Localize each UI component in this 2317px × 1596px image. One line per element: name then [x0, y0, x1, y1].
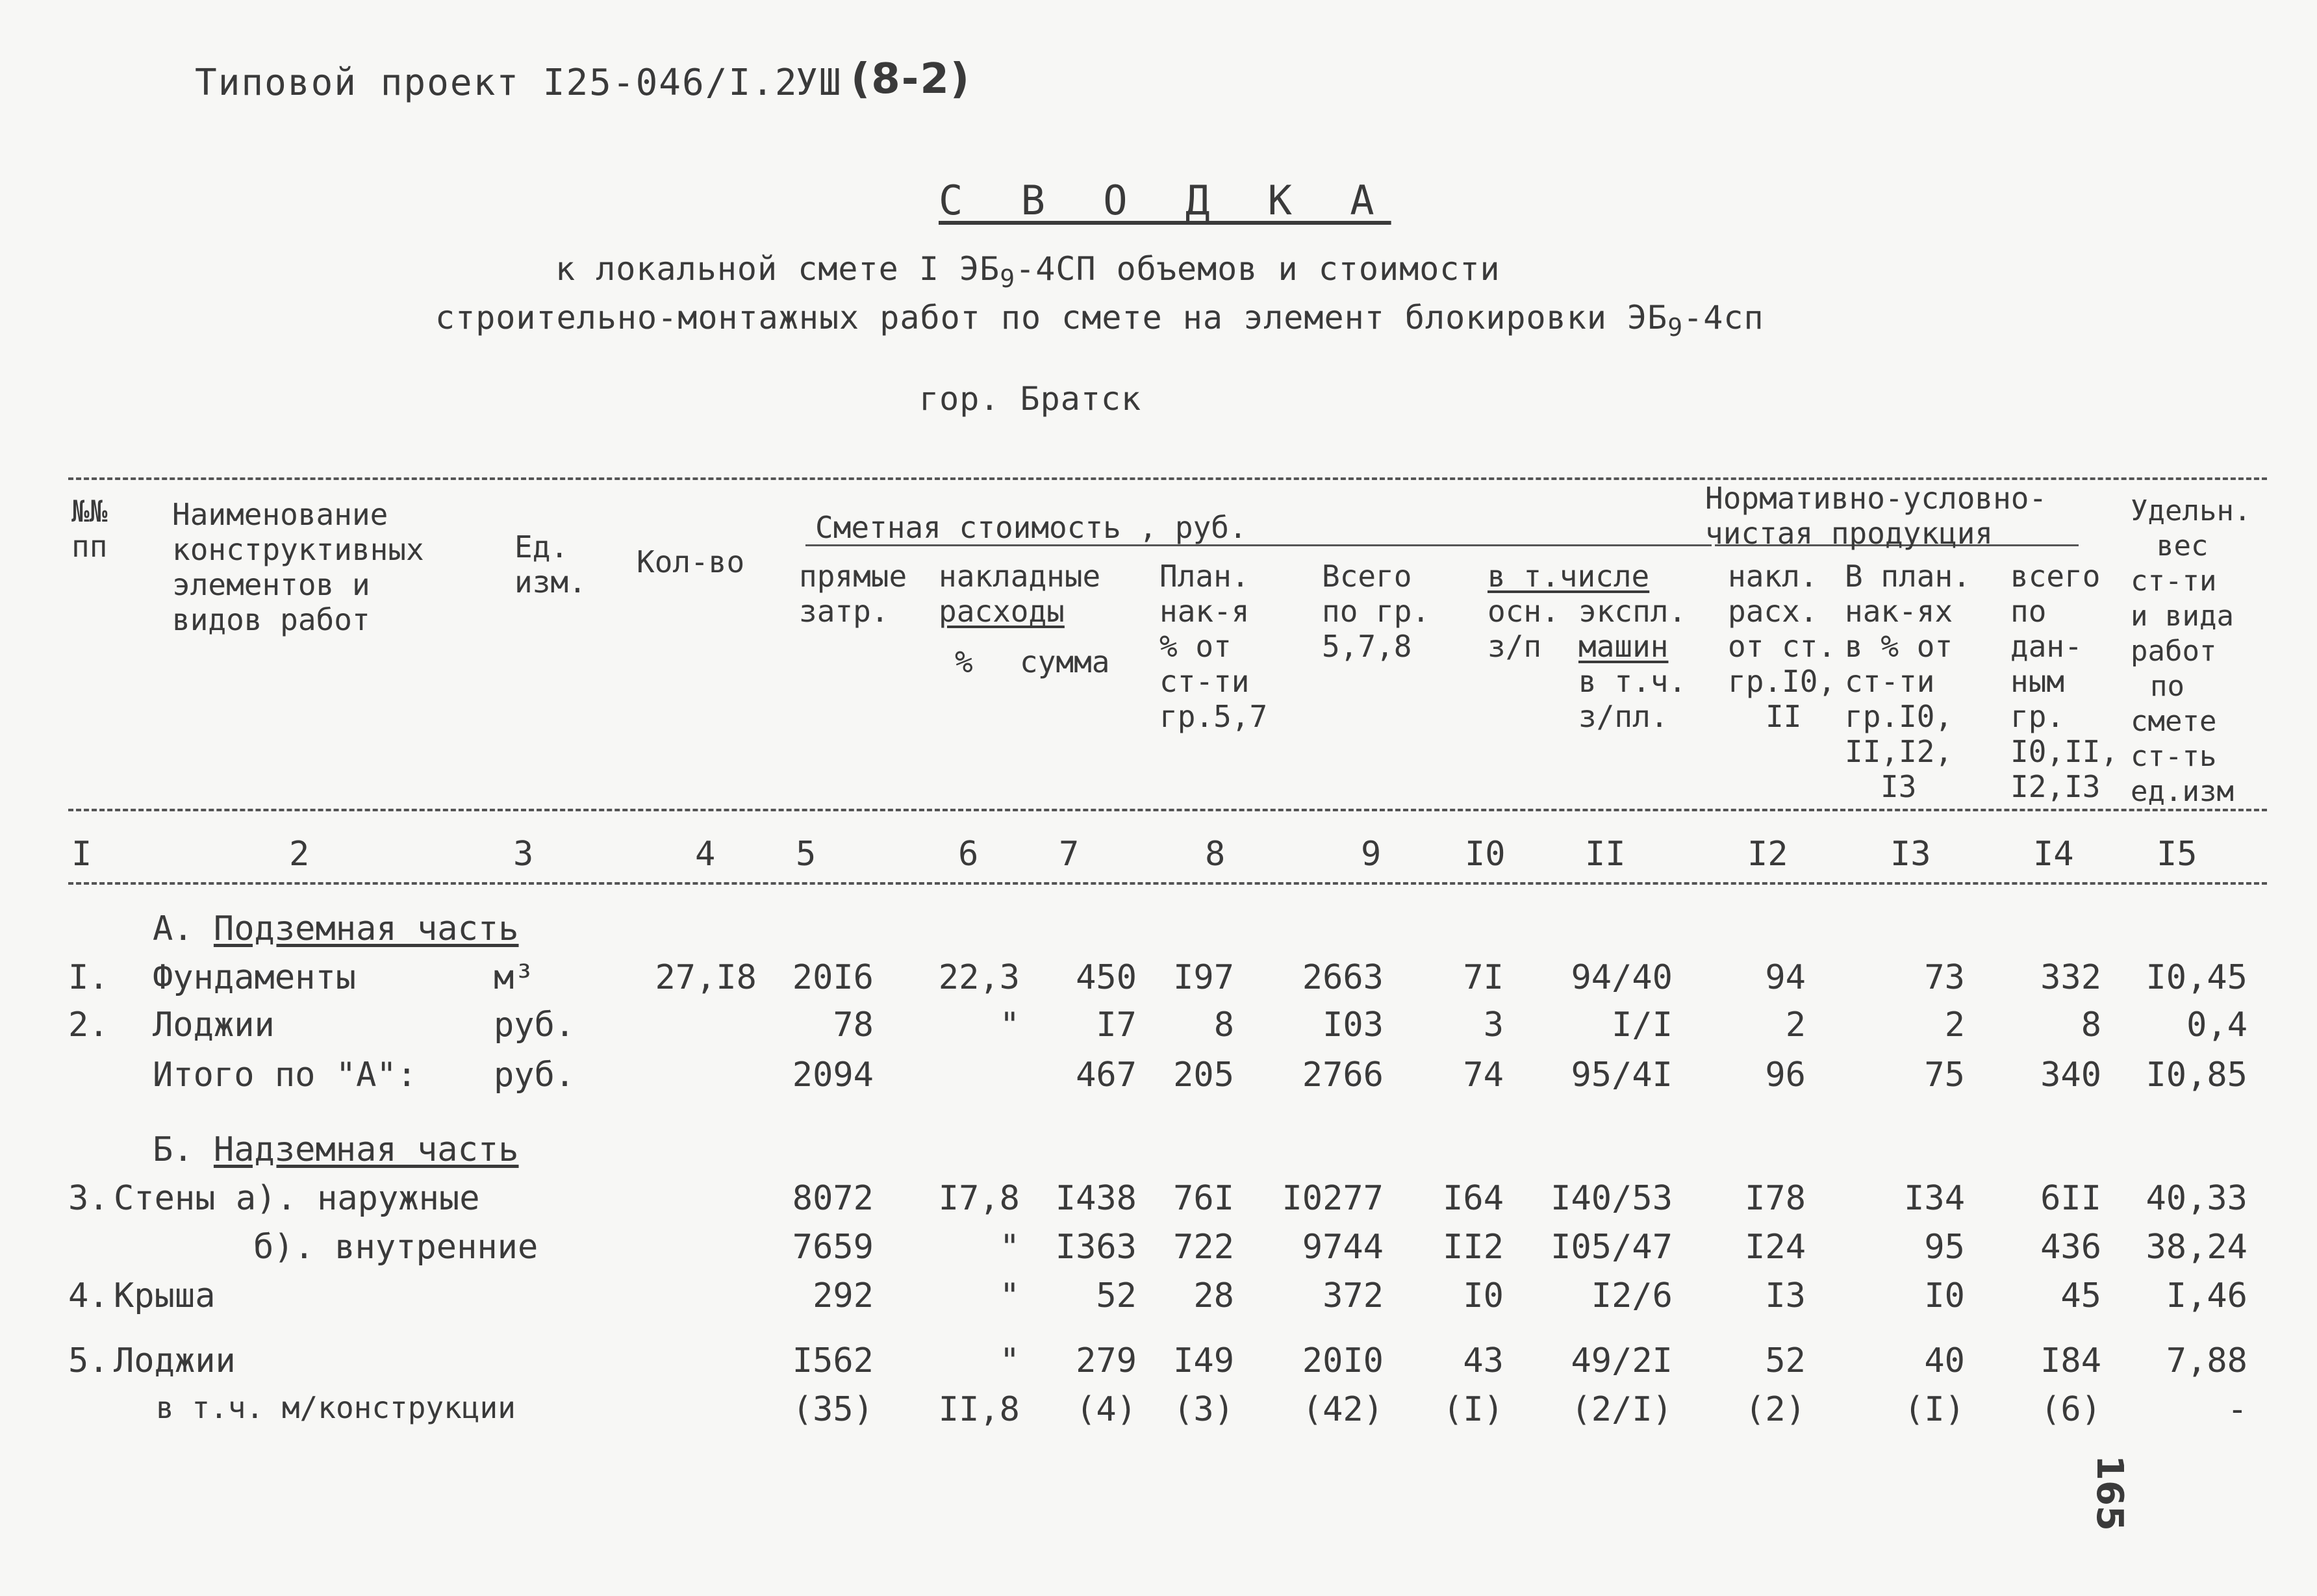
- row-c14: 6II: [2040, 1179, 2101, 1218]
- row-c7: (4): [1076, 1390, 1137, 1429]
- col-num-6: 6: [958, 835, 979, 874]
- row-c12: 96: [1765, 1056, 1806, 1095]
- row-c15: 38,24: [2146, 1228, 2247, 1267]
- row-c15: I0,85: [2146, 1056, 2247, 1095]
- row-c9: 20I0: [1302, 1341, 1384, 1380]
- row-c8: 722: [1173, 1228, 1234, 1267]
- row-c8: 8: [1213, 1006, 1234, 1045]
- row-number: 5.: [68, 1341, 109, 1380]
- row-c11: I05/47: [1551, 1228, 1673, 1267]
- row-c14: 340: [2040, 1056, 2101, 1095]
- col-header-specific-weight: Удельн. вес ст-ти и вида работ по смете ст-ть ед.изм: [2131, 494, 2251, 808]
- subtitle-1-b: -4СП объемов и стоимости: [1015, 250, 1500, 288]
- row-c7: 52: [1096, 1276, 1137, 1315]
- col-header-planned: План. нак-я % от ст-ти гр.5,7: [1159, 559, 1268, 734]
- row-c15: -: [2227, 1390, 2247, 1429]
- row-c13: 95: [1924, 1228, 1965, 1267]
- row-c10: 43: [1463, 1341, 1504, 1380]
- col-num-12: I2: [1747, 835, 1788, 874]
- page-number: 165: [2088, 1455, 2131, 1531]
- row-c6: ": [999, 1228, 1020, 1267]
- col-header-machines: экспл. машин в т.ч. з/пл.: [1578, 594, 1687, 734]
- row-c11: I2/6: [1591, 1276, 1673, 1315]
- col-header-number: №№ пп: [71, 494, 108, 564]
- row-c9: 2663: [1302, 958, 1384, 997]
- col-header-norm-planned: В план. нак-ях в % от ст-ти гр.I0, II,I2, I3: [1845, 559, 1971, 804]
- row-c12: 52: [1765, 1341, 1806, 1380]
- row-c6: ": [999, 1341, 1020, 1380]
- row-c6: ": [999, 1006, 1020, 1045]
- row-c5: (35): [792, 1390, 874, 1429]
- row-c7: I7: [1096, 1006, 1137, 1045]
- document-title: С В О Д К А: [939, 177, 1391, 224]
- row-number: I.: [68, 958, 109, 997]
- col-num-7: 7: [1059, 835, 1080, 874]
- row-c13: I0: [1924, 1276, 1965, 1315]
- row-c14: 8: [2081, 1006, 2101, 1045]
- section-heading: [153, 909, 519, 948]
- row-c9: 372: [1323, 1276, 1384, 1315]
- cost-group-header: Сметная стоимость , руб.: [815, 510, 1247, 545]
- row-c9: I0277: [1282, 1179, 1384, 1218]
- row-qty: 27,I8: [655, 958, 757, 997]
- col-num-14: I4: [2033, 835, 2074, 874]
- row-c14: (6): [2040, 1390, 2101, 1429]
- row-c5: I562: [792, 1341, 874, 1380]
- subtitle-line-2: [435, 299, 1764, 342]
- row-c14: I84: [2040, 1341, 2101, 1380]
- row-c6: II,8: [938, 1390, 1020, 1429]
- row-c10: 3: [1483, 1006, 1504, 1045]
- norm-group-header: Нормативно-условно- чистая продукция: [1705, 481, 2047, 551]
- row-c15: I0,45: [2146, 958, 2247, 997]
- col-header-overhead: накладные расходы: [939, 559, 1101, 629]
- col-num-4: 4: [695, 835, 716, 874]
- row-c7: I363: [1055, 1228, 1137, 1267]
- col-num-9: 9: [1361, 835, 1382, 874]
- col-header-percent: %: [955, 644, 973, 679]
- row-c13: (I): [1904, 1390, 1965, 1429]
- row-c15: 0,4: [2186, 1006, 2247, 1045]
- row-c12: I3: [1765, 1276, 1806, 1315]
- row-c12: (2): [1745, 1390, 1806, 1429]
- row-c5: 8072: [792, 1179, 874, 1218]
- section-letter: Б.: [153, 1130, 214, 1169]
- col-num-5: 5: [796, 835, 817, 874]
- row-c7: 279: [1076, 1341, 1137, 1380]
- row-c11: I/I: [1612, 1006, 1673, 1045]
- row-c8: (3): [1173, 1390, 1234, 1429]
- row-c13: 75: [1924, 1056, 1965, 1095]
- row-c14: 436: [2040, 1228, 2101, 1267]
- row-c13: 40: [1924, 1341, 1965, 1380]
- page-mark: (8-2): [851, 55, 971, 103]
- row-c7: I438: [1055, 1179, 1137, 1218]
- row-c10: (I): [1443, 1390, 1504, 1429]
- row-c12: I24: [1745, 1228, 1806, 1267]
- header-top-rule: [68, 477, 2267, 480]
- row-c5: 78: [833, 1006, 874, 1045]
- col-num-2: 2: [289, 835, 310, 874]
- subtitle-1-sub: 9: [1000, 264, 1016, 293]
- row-c12: 94: [1765, 958, 1806, 997]
- row-c6: 22,3: [938, 958, 1020, 997]
- project-code: Типовой проект I25-046/I.2: [195, 62, 798, 104]
- section-title: Подземная часть: [213, 909, 519, 948]
- subtitle-1-a: к локальной смете I ЭБ: [555, 250, 1000, 288]
- row-name: Стены а). наружные: [114, 1179, 480, 1218]
- col-num-11: II: [1585, 835, 1626, 874]
- row-c10: II2: [1443, 1228, 1504, 1267]
- row-c11: 49/2I: [1571, 1341, 1673, 1380]
- row-c12: I78: [1745, 1179, 1806, 1218]
- row-c8: I49: [1173, 1341, 1234, 1380]
- row-number: 4.: [68, 1276, 109, 1315]
- subtitle-2-b: -4сп: [1683, 299, 1764, 336]
- row-c15: I,46: [2166, 1276, 2247, 1315]
- row-c8: 28: [1193, 1276, 1234, 1315]
- col-header-norm-total: всего по дан- ным гр. I0,II, I2,I3: [2010, 559, 2119, 804]
- row-c6: I7,8: [938, 1179, 1020, 1218]
- col-num-3: 3: [513, 835, 534, 874]
- section-title: Надземная часть: [213, 1130, 519, 1169]
- row-c11: 95/4I: [1571, 1056, 1673, 1095]
- row-c13: 2: [1944, 1006, 1965, 1045]
- row-c13: I34: [1904, 1179, 1965, 1218]
- row-name: Фундаменты: [153, 958, 357, 997]
- row-c14: 332: [2040, 958, 2101, 997]
- col-header-unit: Ед. изм.: [514, 529, 587, 600]
- row-c8: 76I: [1173, 1179, 1234, 1218]
- row-unit: руб.: [494, 1056, 576, 1095]
- subtitle-2-sub: 9: [1667, 313, 1684, 342]
- col-num-1: I: [71, 835, 92, 874]
- subtitle-line-1: [555, 250, 1500, 293]
- row-c11: I40/53: [1551, 1179, 1673, 1218]
- row-name: Лоджии: [153, 1006, 275, 1045]
- row-c15: 40,33: [2146, 1179, 2247, 1218]
- row-c5: 292: [813, 1276, 874, 1315]
- row-c11: (2/I): [1571, 1390, 1673, 1429]
- section-code: УШ: [796, 62, 842, 104]
- row-c7: 450: [1076, 958, 1137, 997]
- row-name: в т.ч. м/конструкции: [156, 1390, 516, 1425]
- col-num-15: I5: [2157, 835, 2197, 874]
- row-c14: 45: [2060, 1276, 2101, 1315]
- row-c5: 2094: [792, 1056, 874, 1095]
- row-name: б). внутренние: [253, 1228, 538, 1267]
- row-c15: 7,88: [2166, 1341, 2247, 1380]
- row-unit: руб.: [494, 1006, 576, 1045]
- row-c12: 2: [1785, 1006, 1806, 1045]
- row-c10: 7I: [1463, 958, 1504, 997]
- row-c9: I03: [1323, 1006, 1384, 1045]
- col-header-wages: осн. з/п: [1488, 594, 1560, 664]
- row-c10: 74: [1463, 1056, 1504, 1095]
- row-c9: 9744: [1302, 1228, 1384, 1267]
- col-header-direct: прямые затр.: [799, 559, 907, 629]
- row-name: Итого по "А":: [153, 1056, 417, 1095]
- section-heading: [153, 1130, 519, 1169]
- row-c9: 2766: [1302, 1056, 1384, 1095]
- col-num-8: 8: [1205, 835, 1226, 874]
- col-header-sum: сумма: [1020, 644, 1110, 679]
- row-c8: I97: [1173, 958, 1234, 997]
- col-num-13: I3: [1890, 835, 1931, 874]
- row-c13: 73: [1924, 958, 1965, 997]
- row-name: Крыша: [114, 1276, 216, 1315]
- header-bottom-rule: [68, 809, 2267, 811]
- column-numbers-rule: [68, 882, 2267, 885]
- row-number: 2.: [68, 1006, 109, 1045]
- section-letter: А.: [153, 909, 214, 948]
- row-c5: 7659: [792, 1228, 874, 1267]
- row-unit: м³: [494, 958, 535, 997]
- row-c8: 205: [1173, 1056, 1234, 1095]
- col-num-10: I0: [1465, 835, 1506, 874]
- row-c5: 20I6: [792, 958, 874, 997]
- subtitle-2-a: строительно-монтажных работ по смете на элемент блокировки ЭБ: [435, 299, 1668, 336]
- row-c10: I64: [1443, 1179, 1504, 1218]
- row-c9: (42): [1302, 1390, 1384, 1429]
- row-c10: I0: [1463, 1276, 1504, 1315]
- col-header-total: Всего по гр. 5,7,8: [1322, 559, 1430, 664]
- row-c11: 94/40: [1571, 958, 1673, 997]
- row-c7: 467: [1076, 1056, 1137, 1095]
- row-name: Лоджии: [114, 1341, 236, 1380]
- col-header-name: Наименование конструктивных элементов и видов работ: [172, 497, 424, 637]
- city-label: гор. Братск: [919, 380, 1142, 418]
- col-header-norm-overhead: накл. расх. от ст. гр.I0, II: [1728, 559, 1836, 734]
- col-header-qty: Кол-во: [637, 544, 745, 579]
- row-number: 3.: [68, 1179, 109, 1218]
- row-c6: ": [999, 1276, 1020, 1315]
- col-header-incl: в т.числе: [1488, 559, 1650, 594]
